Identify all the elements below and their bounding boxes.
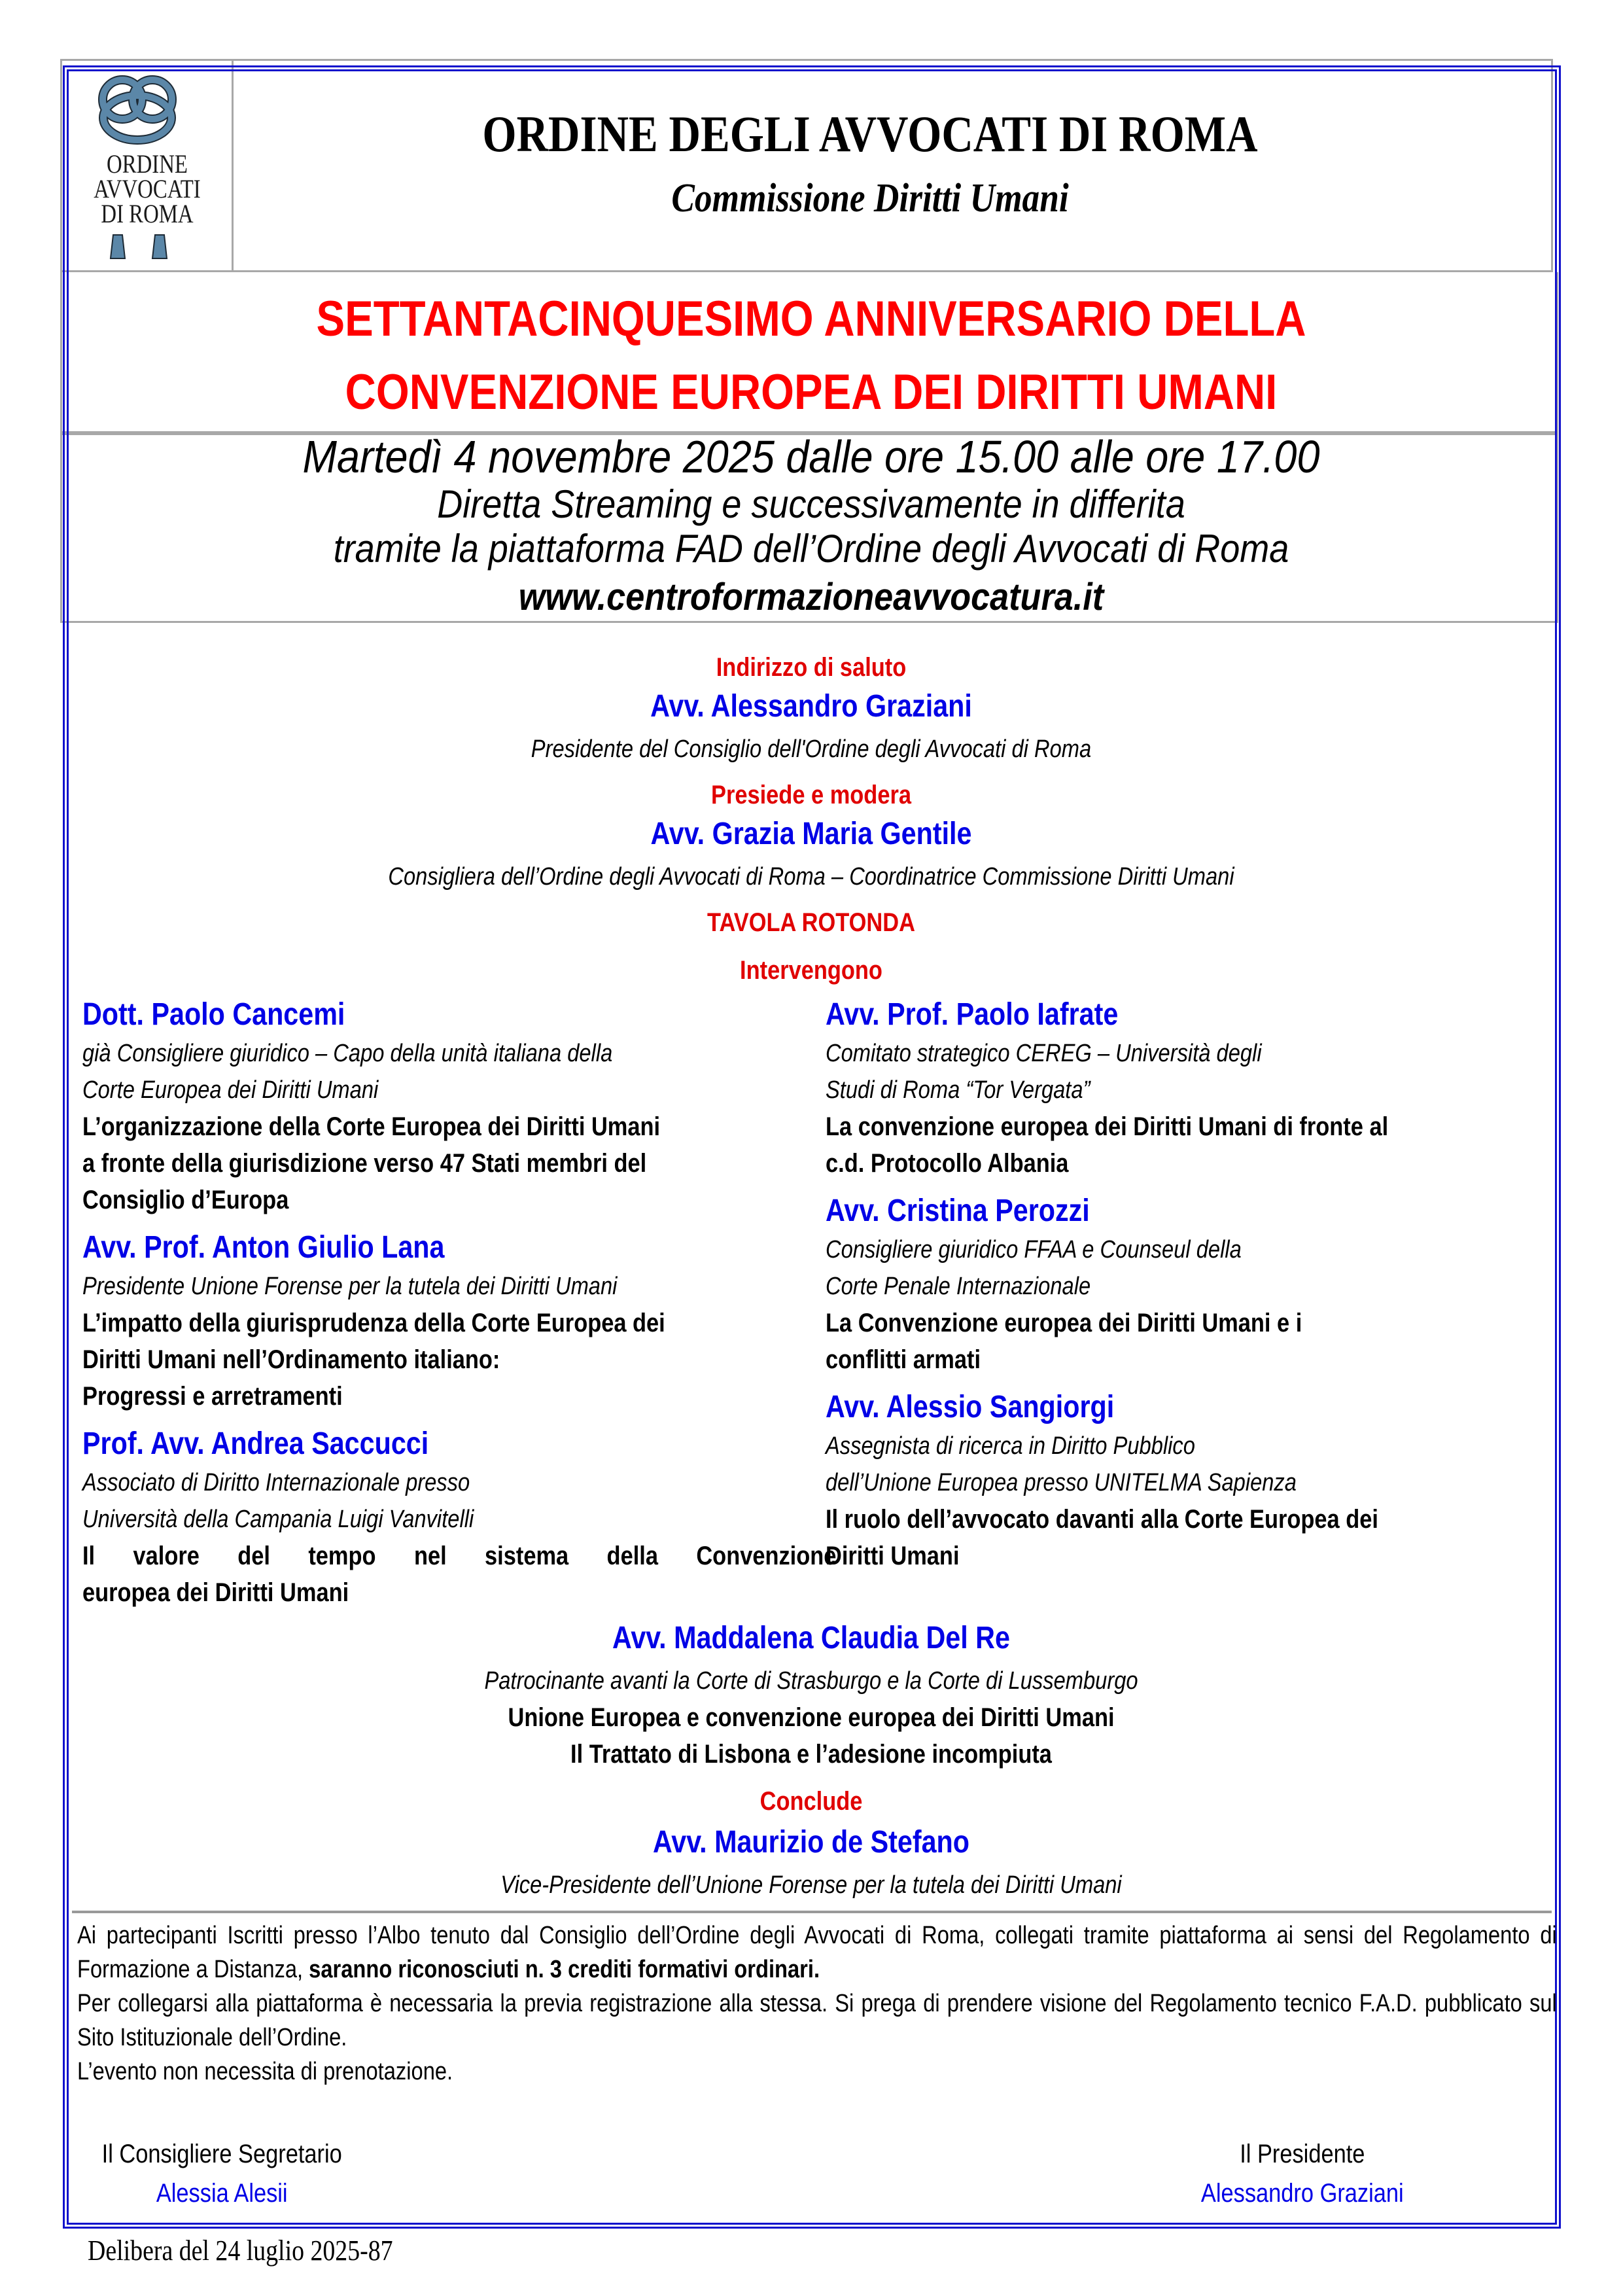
speaker-block xyxy=(826,1191,1578,1378)
speaker-role: Presidente Unione Forense per la tutela dei Diritti Umani xyxy=(82,1273,618,1300)
speaker-block xyxy=(826,1387,1578,1574)
event-mode-line-1: Diretta Streaming e successivamente in differita xyxy=(437,482,1185,526)
speaker-name: Avv. Prof. Paolo Iafrate xyxy=(826,997,1119,1032)
center-speaker-role: Patrocinante avanti la Corte di Strasburgo e la Corte di Lussemburgo xyxy=(484,1667,1138,1695)
speaker-role: Università della Campania Luigi Vanvitelli xyxy=(82,1506,474,1533)
speakers-left-column xyxy=(82,995,835,1620)
logo-text: ORDINE AVVOCATI DI ROMA xyxy=(94,149,201,228)
credits-paragraph: Ai partecipanti Iscritti presso l’Albo tenuto dal Consiglio dell’Ordine degli Avvocati di Roma, collegati tramite piattaforma ai sensi del Regolamento di Formazione a Distanza, saranno riconosciuti n. 3 crediti formativi ordinari. xyxy=(77,1922,1557,1983)
speaker-topic: Il valore del tempo nel sistema della Convenzione xyxy=(82,1542,837,1570)
event-title xyxy=(175,283,1447,429)
moderator-role: Consigliera dell’Ordine degli Avvocati di Roma – Coordinatrice Commissione Diritti Umani xyxy=(388,863,1234,891)
greeting-label: Indirizzo di saluto xyxy=(716,653,907,682)
speaker-topic: L’impatto della giurisprudenza della Corte Europea dei xyxy=(82,1309,665,1337)
signature-secretary xyxy=(98,2134,345,2213)
speaker-role: Associato di Diritto Internazionale presso xyxy=(82,1469,470,1496)
speaker-topic: L’organizzazione della Corte Europea dei Diritti Umani xyxy=(82,1112,661,1141)
signature-name: Alessia Alesii xyxy=(156,2179,288,2208)
event-title-line-1: SETTANTACINQUESIMO ANNIVERSARIO DELLA xyxy=(316,291,1306,347)
speaker-topic: Diritti Umani xyxy=(826,1542,960,1570)
greeting-speaker-role: Presidente del Consiglio dell'Ordine degli Avvocati di Roma xyxy=(531,735,1092,763)
greeting-speaker-name: Avv. Alessandro Graziani xyxy=(650,689,972,724)
speaker-block xyxy=(82,1227,835,1415)
speaker-topic: europea dei Diritti Umani xyxy=(82,1578,349,1607)
speaker-topic: a fronte della giurisdizione verso 47 Stati membri del xyxy=(82,1149,647,1178)
speaker-role: già Consigliere giuridico – Capo della unità italiana della xyxy=(82,1040,613,1067)
speaker-topic: La Convenzione europea dei Diritti Umani e i xyxy=(826,1309,1302,1337)
signature-title: Il Presidente xyxy=(1240,2140,1365,2168)
speaker-topic: Diritti Umani nell’Ordinamento italiano: xyxy=(82,1345,500,1374)
knot-emblem-icon xyxy=(95,73,180,145)
speaker-block xyxy=(826,995,1578,1182)
speaker-block xyxy=(82,1424,835,1611)
speaker-topic: conflitti armati xyxy=(826,1345,981,1374)
center-speaker-name: Avv. Maddalena Claudia Del Re xyxy=(612,1621,1010,1655)
delibera-reference: Delibera del 24 luglio 2025-87 xyxy=(88,2234,393,2267)
speaker-block xyxy=(82,995,835,1218)
moderator-name: Avv. Grazia Maria Gentile xyxy=(650,817,972,851)
speaker-role: Studi di Roma “Tor Vergata” xyxy=(826,1076,1091,1104)
speaker-role: Corte Europea dei Diritti Umani xyxy=(82,1076,379,1104)
event-url-link[interactable]: www.centroformazioneavvocatura.it xyxy=(518,576,1104,618)
speaker-role: Consigliere giuridico FFAA e Counseul della xyxy=(826,1236,1242,1263)
signature-name: Alessandro Graziani xyxy=(1200,2179,1404,2208)
speaker-topic: Il ruolo dell’avvocato davanti alla Corte Europea dei xyxy=(826,1505,1378,1534)
speaker-topic: Consiglio d’Europa xyxy=(82,1186,289,1214)
registration-paragraph: Per collegarsi alla piattaforma è necessaria la previa registrazione alla stessa. Si prega di prendere visione del Regolamento tecnico F.A.D. pubblicato sul Sito Istituzionale dell’Ordine. xyxy=(77,1990,1557,2051)
roundtable-label: TAVOLA ROTONDA xyxy=(707,908,915,937)
speaker-name: Prof. Avv. Andrea Saccucci xyxy=(82,1426,429,1461)
event-date: Martedì 4 novembre 2025 dalle ore 15.00 alle ore 17.00 xyxy=(302,431,1320,482)
speaker-role: Assegnista di ricerca in Diritto Pubblico xyxy=(826,1432,1195,1460)
event-title-line-2: CONVENZIONE EUROPEA DEI DIRITTI UMANI xyxy=(345,364,1278,420)
pillars-icon xyxy=(108,234,173,260)
closing-speaker-role: Vice-Presidente dell’Unione Forense per la tutela dei Diritti Umani xyxy=(500,1871,1122,1899)
closing-label: Conclude xyxy=(759,1787,863,1816)
speaker-name: Avv. Cristina Perozzi xyxy=(826,1193,1090,1228)
signature-president xyxy=(1145,2134,1460,2213)
center-speaker-topic-2: Il Trattato di Lisbona e l’adesione incompiuta xyxy=(570,1740,1052,1769)
notes-divider xyxy=(72,1911,1552,1913)
signature-title: Il Consigliere Segretario xyxy=(101,2140,342,2168)
credits-notes xyxy=(77,1918,1557,2089)
org-title: ORDINE DEGLI AVVOCATI DI ROMA xyxy=(482,105,1258,162)
event-mode-line-2: tramite la piattaforma FAD dell’Ordine degli Avvocati di Roma xyxy=(333,527,1289,571)
speaker-role: Comitato strategico CEREG – Università degli xyxy=(826,1040,1262,1067)
speaker-name: Avv. Alessio Sangiorgi xyxy=(826,1390,1115,1424)
speakers-label: Intervengono xyxy=(740,956,882,985)
booking-paragraph: L’evento non necessita di prenotazione. xyxy=(77,2058,453,2085)
speaker-role: dell’Unione Europea presso UNITELMA Sapienza xyxy=(826,1469,1297,1496)
credits-highlight: saranno riconosciuti n. 3 crediti formativi ordinari. xyxy=(309,1956,820,1983)
speaker-topic: c.d. Protocollo Albania xyxy=(826,1149,1069,1178)
speaker-topic: Progressi e arretramenti xyxy=(82,1382,343,1411)
speaker-name: Dott. Paolo Cancemi xyxy=(82,997,345,1032)
speaker-name: Avv. Prof. Anton Giulio Lana xyxy=(82,1230,445,1265)
closing-speaker-name: Avv. Maurizio de Stefano xyxy=(653,1825,969,1860)
center-speaker-topic-1: Unione Europea e convenzione europea dei Diritti Umani xyxy=(508,1703,1115,1732)
moderator-label: Presiede e modera xyxy=(711,781,911,809)
org-subtitle: Commissione Diritti Umani xyxy=(671,176,1069,221)
speakers-right-column xyxy=(826,995,1578,1583)
speaker-role: Corte Penale Internazionale xyxy=(826,1273,1091,1300)
speaker-topic: La convenzione europea dei Diritti Umani di fronte al xyxy=(826,1112,1389,1141)
